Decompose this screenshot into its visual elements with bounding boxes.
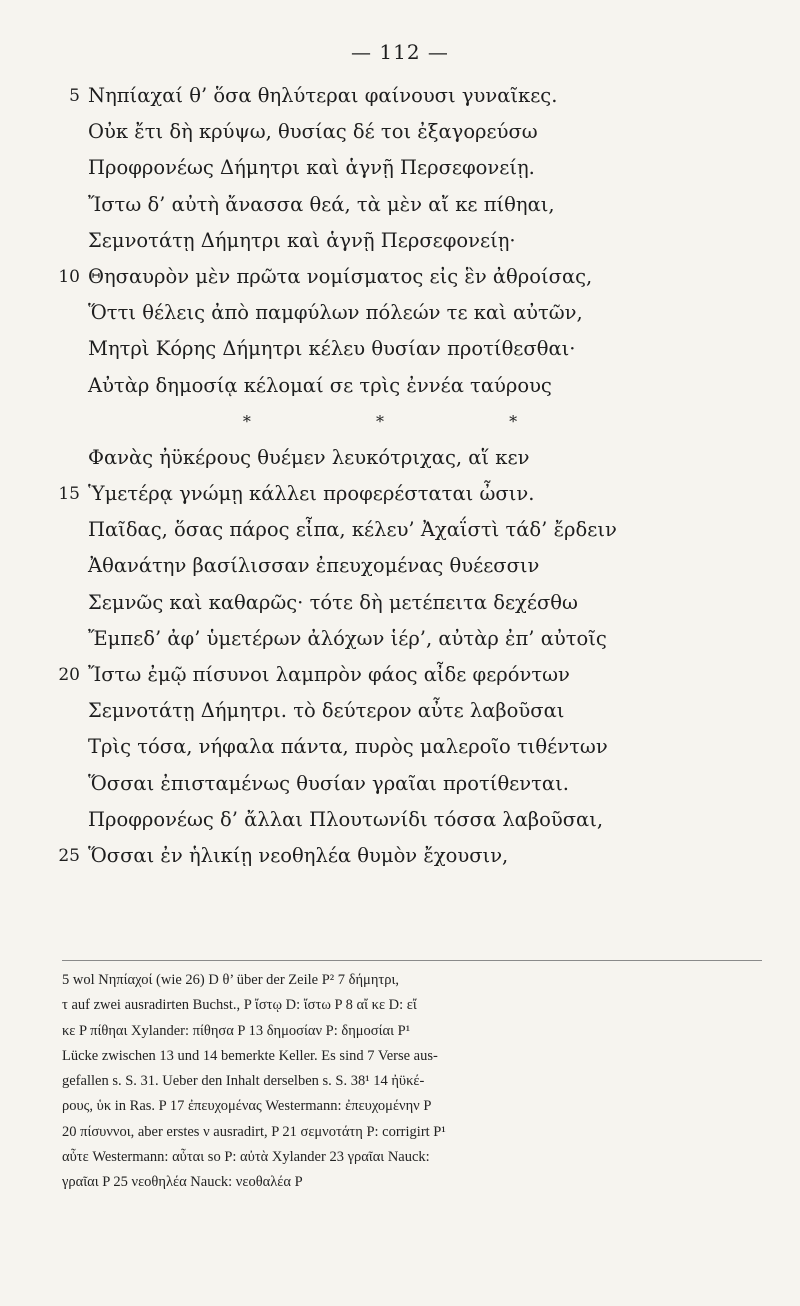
- footnote-divider: [62, 960, 762, 961]
- verse-line: [50, 368, 770, 404]
- verse-line: [50, 729, 770, 765]
- verse-text: Μητρὶ Κόρης Δήμητρι κέλευ θυσίαν προτίθεσθαι·: [88, 337, 576, 361]
- verse-line: [50, 78, 770, 114]
- verse-text: Τρὶς τόσα, νήφαλα πάντα, πυρὸς μαλεροῖο τιθέντων: [88, 735, 608, 759]
- verse-text: Ἔμπεδ’ ἀφ’ ὑμετέρων ἀλόχων ἱέρ’, αὐτὰρ ἐπ’ αὐτοῖς: [88, 626, 607, 650]
- apparatus-line: τ auf zwei ausradirten Buchst., P ἴστῳ D: ἴστω P 8 αἴ κε D: εἴ: [62, 997, 417, 1014]
- verse-line: [50, 512, 770, 548]
- verse-text: Ὅσσαι ἐπισταμένως θυσίαν γραῖαι προτίθενται.: [88, 771, 569, 795]
- verse-line: [50, 693, 770, 729]
- verse-text: Θησαυρὸν μὲν πρῶτα νομίσματος εἰς ἓν ἀθροίσας,: [88, 264, 593, 288]
- verse-line: [50, 187, 770, 223]
- poem-text: [50, 78, 770, 874]
- verse-text: Σεμνοτάτῃ Δήμητρι. τὸ δεύτερον αὖτε λαβοῦσαι: [88, 699, 565, 723]
- verse-text: Οὐκ ἔτι δὴ κρύψω, θυσίας δέ τοι ἐξαγορεύσω: [88, 120, 538, 144]
- verse-text: Παῖδας, ὅσας πάρος εἶπα, κέλευ’ Ἀχαΐστὶ τάδ’ ἔρδειν: [88, 518, 617, 542]
- verse-text: Ὅττι θέλεις ἀπὸ παμφύλων πόλεών τε καὶ αὐτῶν,: [88, 301, 583, 325]
- apparatus-line: 5 wol Νηπίαχοί (wie 26) D θ’ über der Zeile P² 7 δήμητρι,: [62, 972, 399, 988]
- verse-line: [50, 295, 770, 331]
- verse-text: Ὅσσαι ἐν ἡλικίῃ νεοθηλέα θυμὸν ἔχουσιν,: [88, 843, 509, 867]
- apparatus-line: gefallen s. S. 31. Ueber den Inhalt derselben s. S. 38¹ 14 ἠϋκέ-: [62, 1073, 425, 1090]
- apparatus-line: κε P πίθηαι Xylander: πίθησα P 13 δημοσίαν P: δημοσίαι P¹: [62, 1022, 411, 1039]
- line-number: 10: [58, 266, 80, 287]
- line-number: 15: [58, 484, 80, 505]
- verse-line: [50, 766, 770, 802]
- verse-line: [50, 150, 770, 186]
- page-number: — 112 —: [351, 40, 449, 64]
- apparatus-line: γραῖαι P 25 νεοθηλέα Nauck: νεοθαλέα P: [62, 1174, 303, 1191]
- verse-line: [50, 802, 770, 838]
- verse-text: Ἴστω δ’ αὐτὴ ἄνασσα θεά, τὰ μὲν αἴ κε πίθηαι,: [88, 192, 555, 216]
- line-number: 25: [58, 845, 80, 866]
- verse-text: Ὑμετέρᾳ γνώμῃ κάλλει προφερέσταται ὦσιν.: [88, 482, 535, 506]
- verse-line: [50, 440, 770, 476]
- verse-line: [50, 331, 770, 367]
- apparatus-line: ρους, ὑκ in Ras. P 17 ἐπευχομένας Westermann: ἐπευχομένην P: [62, 1098, 432, 1115]
- verse-line: [50, 838, 770, 874]
- verse-line: [50, 259, 770, 295]
- verse-text: Φανὰς ἠϋκέρους θυέμεν λευκότριχας, αἵ κεν: [88, 445, 530, 469]
- verse-text: Προφρονέως Δήμητρι καὶ ἁγνῇ Περσεφονείῃ.: [88, 156, 535, 180]
- apparatus-line: αὖτε Westermann: αὖται so P: αὐτὰ Xylander 23 γραῖαι Nauck:: [62, 1149, 430, 1166]
- line-number: 20: [58, 665, 80, 685]
- lacuna-marker: * * *: [242, 411, 578, 431]
- verse-text: Ἀθανάτην βασίλισσαν ἐπευχομένας θυέεσσιν: [88, 554, 540, 578]
- line-number: 5: [69, 86, 80, 106]
- critical-apparatus: [62, 968, 762, 1196]
- verse-line: [50, 223, 770, 259]
- verse-line: [50, 476, 770, 512]
- verse-text: Νηπίαχαί θ’ ὅσα θηλύτεραι φαίνουσι γυναῖκες.: [88, 84, 558, 107]
- verse-text: Σεμνοτάτῃ Δήμητρι καὶ ἁγνῇ Περσεφονείῃ·: [88, 228, 516, 252]
- verse-text: Προφρονέως δ’ ἄλλαι Πλουτωνίδι τόσσα λαβοῦσαι,: [88, 807, 604, 831]
- verse-line: [50, 585, 770, 621]
- verse-text: Ἴστω ἐμῷ πίσυνοι λαμπρὸν φάος αἶδε φερόντων: [88, 663, 570, 686]
- verse-line: [50, 657, 770, 693]
- verse-text: Αὐτὰρ δημοσίᾳ κέλομαί σε τρὶς ἐννέα ταύρους: [88, 373, 552, 397]
- verse-line: [50, 114, 770, 150]
- verse-text: Σεμνῶς καὶ καθαρῶς· τότε δὴ μετέπειτα δεχέσθω: [88, 590, 578, 614]
- verse-line: [50, 621, 770, 657]
- apparatus-line: Lücke zwischen 13 und 14 bemerkte Keller. Es sind 7 Verse aus-: [62, 1047, 438, 1064]
- verse-line: [50, 548, 770, 584]
- apparatus-line: 20 πίσυννοι, aber erstes ν ausradirt, P 21 σεμνοτάτη P: corrigirt P¹: [62, 1123, 446, 1140]
